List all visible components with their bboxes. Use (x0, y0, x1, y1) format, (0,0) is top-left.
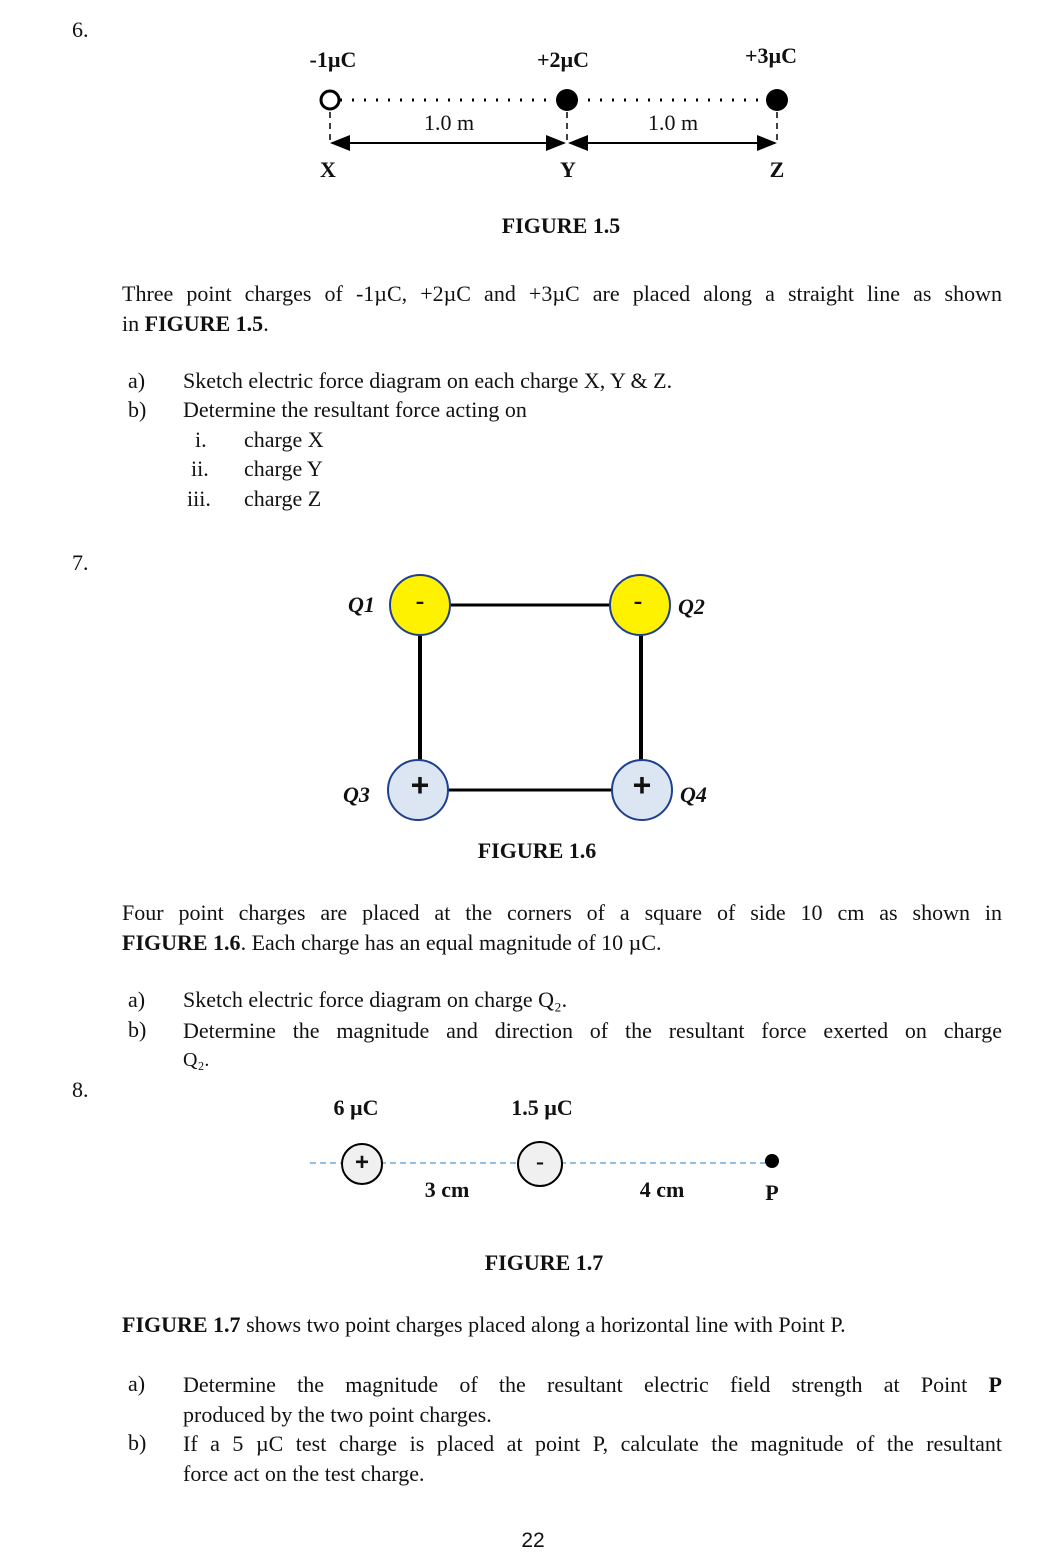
subpart-marker: ii. (191, 456, 209, 481)
text-line: Q₂. (183, 1048, 210, 1071)
text-line: force act on the test charge. (183, 1460, 425, 1486)
figure-ref: FIGURE 1.6 (122, 929, 241, 955)
figure-caption: FIGURE 1.5 (501, 213, 621, 238)
part-marker: b) (128, 397, 147, 422)
page-number: 22 (521, 1529, 545, 1552)
subpart-marker: i. (195, 427, 207, 452)
charge-label: Q2 (678, 594, 705, 619)
point-p (765, 1154, 779, 1168)
distance-label: 4 cm (639, 1177, 685, 1202)
part-marker: b) (128, 1017, 147, 1042)
text-line: produced by the two point charges. (183, 1401, 492, 1427)
subpart-text: charge Z (244, 486, 322, 511)
distance-label: 3 cm (424, 1177, 470, 1202)
text-line (122, 309, 1002, 339)
text: . Each charge has an equal magnitude of 10 µC. (240, 929, 662, 955)
subpart-text: charge Y (244, 456, 323, 481)
figure-1-6 (388, 575, 672, 820)
question-text (122, 898, 1002, 957)
text: in (122, 310, 145, 336)
charge-sign: - (415, 586, 425, 615)
text-line: If a 5 µC test charge is placed at point P, calculate the magnitude of the resultant (183, 1431, 1002, 1456)
part-marker: a) (128, 368, 146, 393)
charge-x (321, 91, 339, 109)
charge-sign: + (354, 1149, 370, 1176)
text-line: Four point charges are placed at the corners of a square of side 10 cm as shown in (122, 900, 1002, 925)
charge-sign: - (633, 586, 643, 615)
question-text (122, 1312, 846, 1338)
question-text (122, 279, 1002, 338)
charge-sign: + (632, 767, 652, 803)
charge-label: +3µC (744, 43, 798, 68)
text: shows two point charges placed along a horizontal line with Point P. (240, 1312, 846, 1337)
charge-label: Q3 (343, 782, 370, 807)
text-line: Determine the magnitude and direction of the resultant force exerted on charge (183, 1018, 1002, 1043)
point-label: Y (560, 157, 576, 182)
subpart-marker: iii. (187, 486, 211, 511)
question-number: 8. (72, 1077, 89, 1102)
figure-ref: FIGURE 1.7 (122, 1312, 241, 1337)
part-text: Determine the resultant force acting on (183, 397, 527, 422)
figure-caption: FIGURE 1.7 (484, 1250, 604, 1275)
part-text: Sketch electric force diagram on each charge X, Y & Z. (183, 368, 673, 393)
question-number: 7. (72, 550, 89, 575)
charge-label: Q1 (348, 592, 375, 617)
question-number: 6. (72, 17, 89, 42)
subpart-text: charge X (244, 427, 324, 452)
text-line: Three point charges of -1µC, +2µC and +3µC are placed along a straight line as shown (122, 281, 1002, 306)
figure-1-7 (310, 1142, 779, 1186)
point-ref: P (988, 1372, 1002, 1397)
distance-label: 1.0 m (423, 110, 475, 135)
figure-caption: FIGURE 1.6 (477, 838, 597, 863)
distance-label: 1.0 m (647, 110, 699, 135)
charge-label: 1.5 µC (511, 1095, 573, 1120)
charge-label: +2µC (536, 47, 590, 72)
charge-sign: - (536, 1149, 544, 1175)
text-line (183, 1370, 1002, 1400)
charge-label: 6 µC (333, 1095, 379, 1120)
point-label: X (320, 157, 336, 182)
charge-y (556, 89, 578, 111)
point-label: P (765, 1180, 779, 1205)
point-label: Z (769, 157, 785, 182)
part-text (183, 1429, 1002, 1488)
text: Determine the magnitude of the resultant electric field strength at Point (183, 1372, 989, 1397)
charge-label: Q4 (680, 782, 707, 807)
figure-ref: FIGURE 1.5 (144, 310, 264, 336)
figure-1-5 (321, 89, 788, 143)
part-marker: b) (128, 1430, 147, 1455)
part-marker: a) (128, 1371, 146, 1396)
text-line (122, 928, 1002, 958)
charge-z (766, 89, 788, 111)
charge-sign: + (410, 767, 430, 803)
text: . (263, 310, 269, 336)
part-marker: a) (128, 987, 146, 1012)
part-text: Sketch electric force diagram on charge Q₂. (183, 987, 568, 1012)
part-text (183, 1016, 1002, 1075)
part-text (183, 1370, 1002, 1429)
charge-label: -1µC (309, 47, 357, 72)
